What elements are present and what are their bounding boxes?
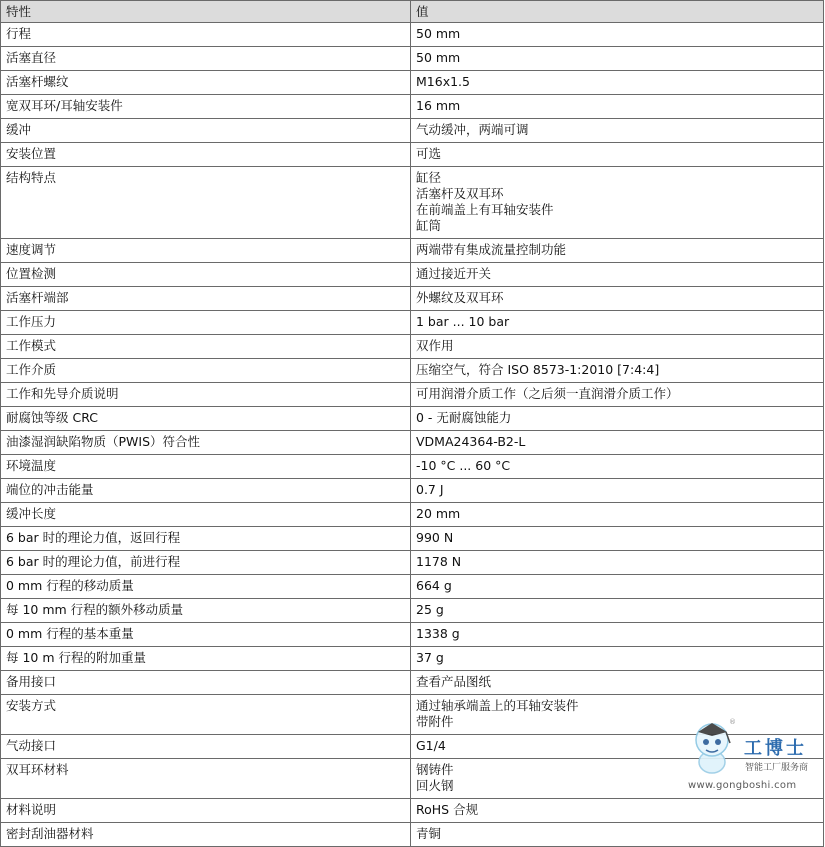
watermark-website: www.gongboshi.com <box>688 780 797 791</box>
value-cell <box>411 695 824 735</box>
value-cell <box>411 503 824 527</box>
value-line: 双作用 <box>416 338 454 353</box>
property-cell: 环境温度 <box>1 455 411 479</box>
value-line: 1338 g <box>416 626 460 641</box>
value-cell <box>411 455 824 479</box>
table-row <box>1 119 824 143</box>
property-cell: 速度调节 <box>1 239 411 263</box>
table-row <box>1 287 824 311</box>
property-cell: 缓冲 <box>1 119 411 143</box>
value-line: 查看产品图纸 <box>416 674 492 689</box>
value-cell <box>411 759 824 799</box>
value-cell <box>411 479 824 503</box>
table-row <box>1 479 824 503</box>
value-cell <box>411 263 824 287</box>
value-cell <box>411 335 824 359</box>
property-cell: 缓冲长度 <box>1 503 411 527</box>
value-cell <box>411 167 824 239</box>
property-cell: 安装方式 <box>1 695 411 735</box>
value-line: 25 g <box>416 602 444 617</box>
table-body <box>1 23 824 847</box>
value-cell <box>411 23 824 47</box>
table-row <box>1 551 824 575</box>
property-cell: 6 bar 时的理论力值，返回行程 <box>1 527 411 551</box>
table-row <box>1 383 824 407</box>
value-line: 通过接近开关 <box>416 266 492 281</box>
value-line: 气动缓冲，两端可调 <box>416 122 529 137</box>
value-line: 两端带有集成流量控制功能 <box>416 242 567 257</box>
table-row <box>1 71 824 95</box>
value-cell <box>411 823 824 847</box>
property-cell: 备用接口 <box>1 671 411 695</box>
table-row <box>1 575 824 599</box>
value-line: RoHS 合规 <box>416 802 479 817</box>
value-line: 37 g <box>416 650 444 665</box>
property-cell: 安装位置 <box>1 143 411 167</box>
value-line: 压缩空气，符合 ISO 8573-1:2010 [7:4:4] <box>416 362 660 377</box>
value-line: 可选 <box>416 146 442 161</box>
value-line: 缸径 <box>416 170 442 185</box>
property-cell: 宽双耳环/耳轴安装件 <box>1 95 411 119</box>
value-line: G1/4 <box>416 738 446 753</box>
value-line: M16x1.5 <box>416 74 470 89</box>
property-cell: 6 bar 时的理论力值，前进行程 <box>1 551 411 575</box>
value-cell <box>411 71 824 95</box>
table-row <box>1 23 824 47</box>
watermark-subtitle: 智能工厂服务商 <box>745 763 809 773</box>
table-row <box>1 167 824 239</box>
watermark-brand: 工博士 <box>744 738 807 759</box>
property-cell: 端位的冲击能量 <box>1 479 411 503</box>
value-cell <box>411 551 824 575</box>
property-cell: 工作和先导介质说明 <box>1 383 411 407</box>
value-line: 外螺纹及双耳环 <box>416 290 504 305</box>
value-line: 50 mm <box>416 26 461 41</box>
table-row <box>1 335 824 359</box>
svg-text:®: ® <box>729 718 736 726</box>
value-cell <box>411 383 824 407</box>
value-cell <box>411 95 824 119</box>
value-line: 青铜 <box>416 826 442 841</box>
table-row <box>1 823 824 847</box>
property-cell: 工作介质 <box>1 359 411 383</box>
value-cell <box>411 671 824 695</box>
value-line: 在前端盖上有耳轴安装件 <box>416 202 554 217</box>
property-cell: 活塞杆端部 <box>1 287 411 311</box>
property-cell: 油漆湿润缺陷物质（PWIS）符合性 <box>1 431 411 455</box>
value-line: 990 N <box>416 530 454 545</box>
table-row <box>1 431 824 455</box>
table-row <box>1 263 824 287</box>
value-cell <box>411 647 824 671</box>
value-line: 带附件 <box>416 714 454 729</box>
value-cell <box>411 799 824 823</box>
table-row <box>1 503 824 527</box>
property-cell: 材料说明 <box>1 799 411 823</box>
property-cell: 密封刮油器材料 <box>1 823 411 847</box>
value-line: 可用润滑介质工作（之后须一直润滑介质工作） <box>416 386 679 401</box>
value-line: 1 bar ... 10 bar <box>416 314 510 329</box>
table-row <box>1 239 824 263</box>
property-cell: 工作压力 <box>1 311 411 335</box>
table-row <box>1 311 824 335</box>
value-cell <box>411 119 824 143</box>
value-line: 20 mm <box>416 506 461 521</box>
table-row <box>1 527 824 551</box>
property-cell: 双耳环材料 <box>1 759 411 799</box>
value-cell <box>411 431 824 455</box>
table-row <box>1 359 824 383</box>
table-row <box>1 759 824 799</box>
value-line: 1178 N <box>416 554 462 569</box>
value-line: 钢铸件 <box>416 762 454 777</box>
value-cell <box>411 735 824 759</box>
property-cell: 气动接口 <box>1 735 411 759</box>
value-cell <box>411 47 824 71</box>
table-row <box>1 671 824 695</box>
table-row <box>1 143 824 167</box>
property-cell: 0 mm 行程的基本重量 <box>1 623 411 647</box>
header-property: 特性 <box>1 1 411 23</box>
value-line: 16 mm <box>416 98 461 113</box>
property-cell: 活塞杆螺纹 <box>1 71 411 95</box>
value-line: 缸筒 <box>416 218 442 233</box>
value-cell <box>411 359 824 383</box>
property-cell: 0 mm 行程的移动质量 <box>1 575 411 599</box>
value-line: 回火钢 <box>416 778 454 793</box>
value-cell <box>411 143 824 167</box>
value-line: 50 mm <box>416 50 461 65</box>
property-cell: 活塞直径 <box>1 47 411 71</box>
property-cell: 工作模式 <box>1 335 411 359</box>
property-cell: 每 10 mm 行程的额外移动质量 <box>1 599 411 623</box>
property-cell: 行程 <box>1 23 411 47</box>
table-row <box>1 599 824 623</box>
property-cell: 位置检测 <box>1 263 411 287</box>
table-row <box>1 735 824 759</box>
property-cell: 结构特点 <box>1 167 411 239</box>
value-line: -10 °C ... 60 °C <box>416 458 511 473</box>
property-cell: 每 10 m 行程的附加重量 <box>1 647 411 671</box>
value-cell <box>411 311 824 335</box>
table-row <box>1 407 824 431</box>
header-value: 值 <box>411 1 824 23</box>
value-cell <box>411 287 824 311</box>
value-cell <box>411 239 824 263</box>
table-row <box>1 647 824 671</box>
value-line: 活塞杆及双耳环 <box>416 186 504 201</box>
table-row <box>1 799 824 823</box>
table-row <box>1 455 824 479</box>
value-cell <box>411 527 824 551</box>
value-cell <box>411 407 824 431</box>
property-cell: 耐腐蚀等级 CRC <box>1 407 411 431</box>
table-row <box>1 95 824 119</box>
value-line: VDMA24364-B2-L <box>416 434 526 449</box>
value-cell <box>411 599 824 623</box>
value-line: 0 - 无耐腐蚀能力 <box>416 410 512 425</box>
table-row <box>1 47 824 71</box>
table-row <box>1 623 824 647</box>
value-line: 664 g <box>416 578 452 593</box>
value-cell <box>411 575 824 599</box>
value-line: 0.7 J <box>416 482 444 497</box>
table-header-row <box>1 1 824 23</box>
value-cell <box>411 623 824 647</box>
table-row <box>1 695 824 735</box>
value-line: 通过轴承端盖上的耳轴安装件 <box>416 698 579 713</box>
